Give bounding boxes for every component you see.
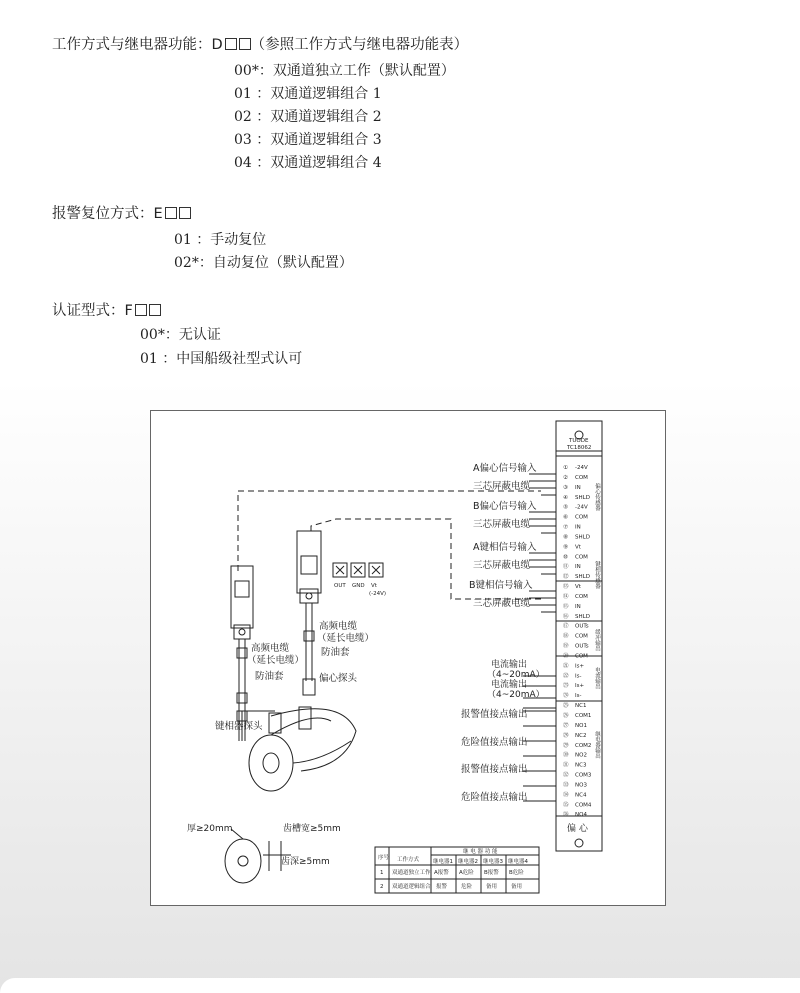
terminal-number: ②: [563, 474, 568, 481]
work-mode-option: [234, 62, 455, 80]
connector-vt-value: (-24V): [369, 591, 387, 597]
terminal-signal: Is-: [575, 673, 582, 680]
panel-label: 偏 心: [567, 824, 588, 834]
work-mode-note: （参照工作方式与继电器功能表）: [250, 37, 469, 53]
terminal-signal: NC4: [575, 792, 587, 799]
table-relay-col: 继电器2: [458, 859, 478, 865]
alarm-reset-heading: [52, 205, 191, 223]
work-mode-option: [234, 154, 382, 172]
shaft-end: [249, 735, 293, 791]
certification-heading-text: 认证型式：F: [52, 303, 133, 319]
brand-logo: TUODE: [569, 438, 589, 444]
terminal-signal: IN: [575, 524, 581, 531]
terminal-signal: COM: [575, 514, 588, 521]
terminal-signal: NO3: [575, 782, 587, 789]
model-label: TC18062: [567, 445, 592, 451]
contact-output-label: 危险值接点输出: [461, 792, 528, 803]
page-bottom-curve: [0, 978, 800, 993]
input-signal-label: B键相信号输入: [469, 580, 533, 591]
terminal-number: ⑥: [563, 514, 568, 521]
table-mode-header: 工作方式: [397, 857, 420, 863]
terminal-signal: IN: [575, 603, 581, 610]
left-cable-label: 高频电缆: [251, 643, 290, 654]
terminal-signal: OUTs: [575, 643, 589, 650]
terminal-signal: COM4: [575, 802, 592, 809]
current-output-label: 电流输出: [491, 680, 528, 690]
option-code: 01 ：: [174, 232, 211, 248]
terminal-signal: COM3: [575, 772, 592, 779]
group-label: 继电器输出: [594, 731, 600, 759]
terminal-number: ⑳: [563, 653, 569, 660]
table-cell: A报警: [434, 870, 449, 876]
table-cell: 报警: [436, 884, 448, 890]
option-code: 03 ：: [234, 132, 271, 148]
current-output-range: （4~20mA）: [487, 670, 545, 680]
group-label: 偏心传感器: [594, 483, 600, 511]
input-cable-label: 三芯屏蔽电缆: [473, 560, 531, 571]
work-mode-heading-text: 工作方式与继电器功能：D: [52, 37, 223, 53]
connector-vt-label: Vt: [371, 583, 377, 589]
terminal-signal: SHLD: [575, 534, 590, 541]
table-relay-col: 继电器1: [433, 859, 453, 865]
terminal-number: ⑨: [563, 544, 568, 551]
option-code: 04 ：: [234, 155, 271, 171]
wiring-diagram: [150, 410, 666, 906]
terminal-number: ①: [563, 465, 568, 471]
terminal-signal: COM2: [575, 742, 592, 749]
table-relay-header: 继 电 器 功 能: [463, 849, 498, 855]
option-text: 无认证: [178, 327, 221, 343]
option-code: 00*：: [140, 327, 179, 343]
terminal-signal: Is+: [575, 663, 585, 670]
input-signal-label: A偏心信号输入: [473, 463, 537, 474]
code-box: [239, 38, 251, 50]
terminal-number: ㉟: [563, 802, 569, 809]
terminal-signal: NC1: [575, 703, 587, 710]
gear-sketch: [225, 839, 261, 883]
contact-output-label: 报警值接点输出: [461, 709, 528, 720]
group-label: 电流输出: [594, 667, 600, 689]
option-code: 01 ：: [234, 86, 271, 102]
terminal-signal: -24V: [575, 465, 588, 471]
work-mode-option: [234, 85, 382, 103]
terminal-signal: NC2: [575, 732, 587, 739]
right-cable-label: 高频电缆: [319, 621, 358, 632]
current-output-label: 电流输出: [491, 660, 528, 670]
terminal-number: ㉗: [563, 722, 569, 729]
groove-depth-label: 齿深≥5mm: [281, 857, 330, 867]
option-text: 双通道逻辑组合 2: [270, 109, 382, 125]
table-cell: A危险: [459, 870, 474, 876]
input-signal-label: B偏心信号输入: [473, 501, 537, 512]
terminal-number: ⑩: [563, 554, 568, 561]
terminal-signal: COM: [575, 633, 588, 640]
table-cell: 2: [380, 884, 384, 890]
table-cell: 双通道逻辑组合: [392, 884, 431, 890]
terminal-number: ㉛: [563, 762, 569, 769]
terminal-signal: Is-: [575, 693, 582, 700]
option-code: 00*：: [234, 63, 273, 79]
right-probe-cable: [306, 603, 312, 681]
option-text: 双通道逻辑组合 4: [270, 155, 382, 171]
input-cable-label: 三芯屏蔽电缆: [473, 598, 531, 609]
terminal-number: ③: [563, 484, 568, 491]
terminal-number: ④: [563, 494, 568, 501]
alarm-reset-option: [174, 254, 353, 272]
terminal-signal: SHLD: [575, 613, 590, 620]
gear-hole: [238, 856, 248, 866]
option-code: 02*：: [174, 255, 213, 271]
table-seq-header: 序号: [378, 855, 390, 861]
input-cable-label: 三芯屏蔽电缆: [473, 481, 531, 492]
terminal-number: ㊱: [563, 812, 569, 819]
wiring-diagram-svg: [151, 411, 665, 905]
right-probe-base: [300, 589, 318, 603]
terminal-number: ㉘: [563, 732, 569, 739]
terminal-signal: NO2: [575, 752, 587, 759]
terminal-signal: Vt: [575, 584, 581, 591]
terminal-number: ㉝: [563, 782, 569, 789]
terminal-number: ㉞: [563, 792, 569, 799]
terminal-number: ㉙: [563, 742, 569, 749]
terminal-signal: -24V: [575, 504, 588, 511]
certification-option: [140, 326, 221, 344]
group-label: 缓冲输出: [594, 629, 600, 651]
connector-gnd-label: GND: [352, 583, 365, 589]
terminal-signal: SHLD: [575, 494, 590, 501]
terminal-number: ㉚: [563, 752, 569, 759]
work-mode-option: [234, 108, 382, 126]
terminal-number: ⑧: [563, 534, 568, 541]
right-cable-joint: [303, 679, 315, 695]
terminal-signal: SHLD: [575, 574, 590, 581]
contact-output-label: 危险值接点输出: [461, 737, 528, 748]
left-probe-bolt: [239, 629, 245, 635]
table-cell: B危险: [509, 870, 524, 876]
code-box: [225, 38, 237, 50]
option-code: 01 ：: [140, 351, 177, 367]
thickness-label: 厚≥20mm: [187, 824, 233, 834]
terminal-signal: Vt: [575, 544, 581, 551]
terminal-signal: COM: [575, 554, 588, 561]
terminal-number: ㉕: [563, 703, 569, 710]
table-cell: 备用: [511, 884, 523, 890]
terminal-number: ⑯: [563, 613, 569, 620]
terminal-signal: COM: [575, 653, 588, 660]
terminal-number: ⑱: [563, 633, 569, 640]
code-box: [165, 207, 177, 219]
left-probe-window: [235, 581, 249, 597]
option-code: 02 ：: [234, 109, 271, 125]
terminal-number: ⑤: [563, 504, 568, 511]
terminal-signal: NO1: [575, 722, 587, 729]
alarm-reset-heading-text: 报警复位方式：E: [52, 206, 163, 222]
table-cell: 1: [380, 870, 384, 876]
connector-out-label: OUT: [334, 583, 346, 589]
terminal-number: ㉜: [563, 772, 569, 779]
certification-heading: [52, 302, 161, 320]
right-oil-label: 防油套: [321, 647, 350, 658]
left-cable-ext-label: （延长电缆）: [247, 655, 305, 666]
option-text: 自动复位（默认配置）: [212, 255, 353, 271]
terminal-number: ㉓: [563, 683, 569, 690]
eccentric-probe-label: 偏心探头: [319, 673, 358, 684]
table-cell: 双通道独立工作: [392, 870, 431, 876]
terminal-signal: COM: [575, 474, 588, 481]
right-cable-ext-label: （延长电缆）: [317, 633, 375, 644]
option-text: 双通道逻辑组合 1: [270, 86, 382, 102]
terminal-number: ㉑: [563, 663, 569, 670]
terminal-signal: COM1: [575, 713, 592, 719]
eccentric-probe-head: [299, 707, 311, 729]
option-text: 中国船级社型式认可: [176, 351, 303, 367]
terminal-number: ㉔: [563, 693, 569, 700]
work-mode-heading: [52, 36, 468, 54]
input-cable-label: 三芯屏蔽电缆: [473, 519, 531, 530]
terminal-number: ⑪: [563, 564, 569, 571]
terminal-signal: NC3: [575, 762, 587, 769]
terminal-number: ㉒: [563, 673, 569, 680]
terminal-signal: NO4: [575, 812, 587, 819]
option-text: 手动复位: [210, 232, 267, 248]
group-label: 键相传感器: [594, 561, 600, 589]
mounting-hole-bottom: [575, 839, 583, 847]
contact-output-label: 报警值接点输出: [461, 764, 528, 775]
terminal-signal: COM: [575, 593, 588, 600]
terminal-number: ⑬: [563, 584, 569, 591]
certification-option: [140, 350, 302, 368]
current-output-range: （4~20mA）: [487, 690, 545, 700]
input-signal-label: A键相信号输入: [473, 542, 537, 553]
table-cell: B报警: [484, 870, 499, 876]
left-oil-label: 防油套: [255, 671, 284, 682]
alarm-reset-option: [174, 231, 266, 249]
terminal-block-rail: [556, 451, 602, 456]
terminal-number: ⑲: [563, 643, 569, 650]
shaft-hole: [263, 753, 279, 773]
right-probe-window: [301, 556, 317, 574]
table-cell: 备用: [486, 884, 498, 890]
table-relay-col: 继电器3: [483, 859, 503, 865]
terminal-number: ⑦: [563, 524, 568, 531]
code-box: [179, 207, 191, 219]
code-box: [149, 304, 161, 316]
keyphasor-probe-label: 键相器探头: [215, 721, 263, 732]
work-mode-option: [234, 131, 382, 149]
terminal-signal: OUTs: [575, 623, 589, 630]
left-probe-base: [234, 625, 250, 639]
terminal-signal: Is+: [575, 683, 585, 690]
right-probe-bolt: [306, 593, 312, 599]
option-text: 双通道独立工作（默认配置）: [272, 63, 455, 79]
terminal-signal: IN: [575, 484, 581, 491]
groove-width-label: 齿槽宽≥5mm: [283, 824, 341, 834]
terminal-number: ㉖: [563, 713, 569, 719]
code-box: [135, 304, 147, 316]
table-relay-col: 继电器4: [508, 859, 528, 865]
terminal-number: ⑮: [563, 603, 569, 610]
terminal-number: ⑰: [563, 623, 569, 630]
terminal-number: ⑭: [563, 593, 569, 600]
terminal-number: ⑫: [563, 574, 569, 581]
option-text: 双通道逻辑组合 3: [270, 132, 382, 148]
table-cell: 危险: [461, 884, 473, 890]
terminal-signal: IN: [575, 564, 581, 571]
